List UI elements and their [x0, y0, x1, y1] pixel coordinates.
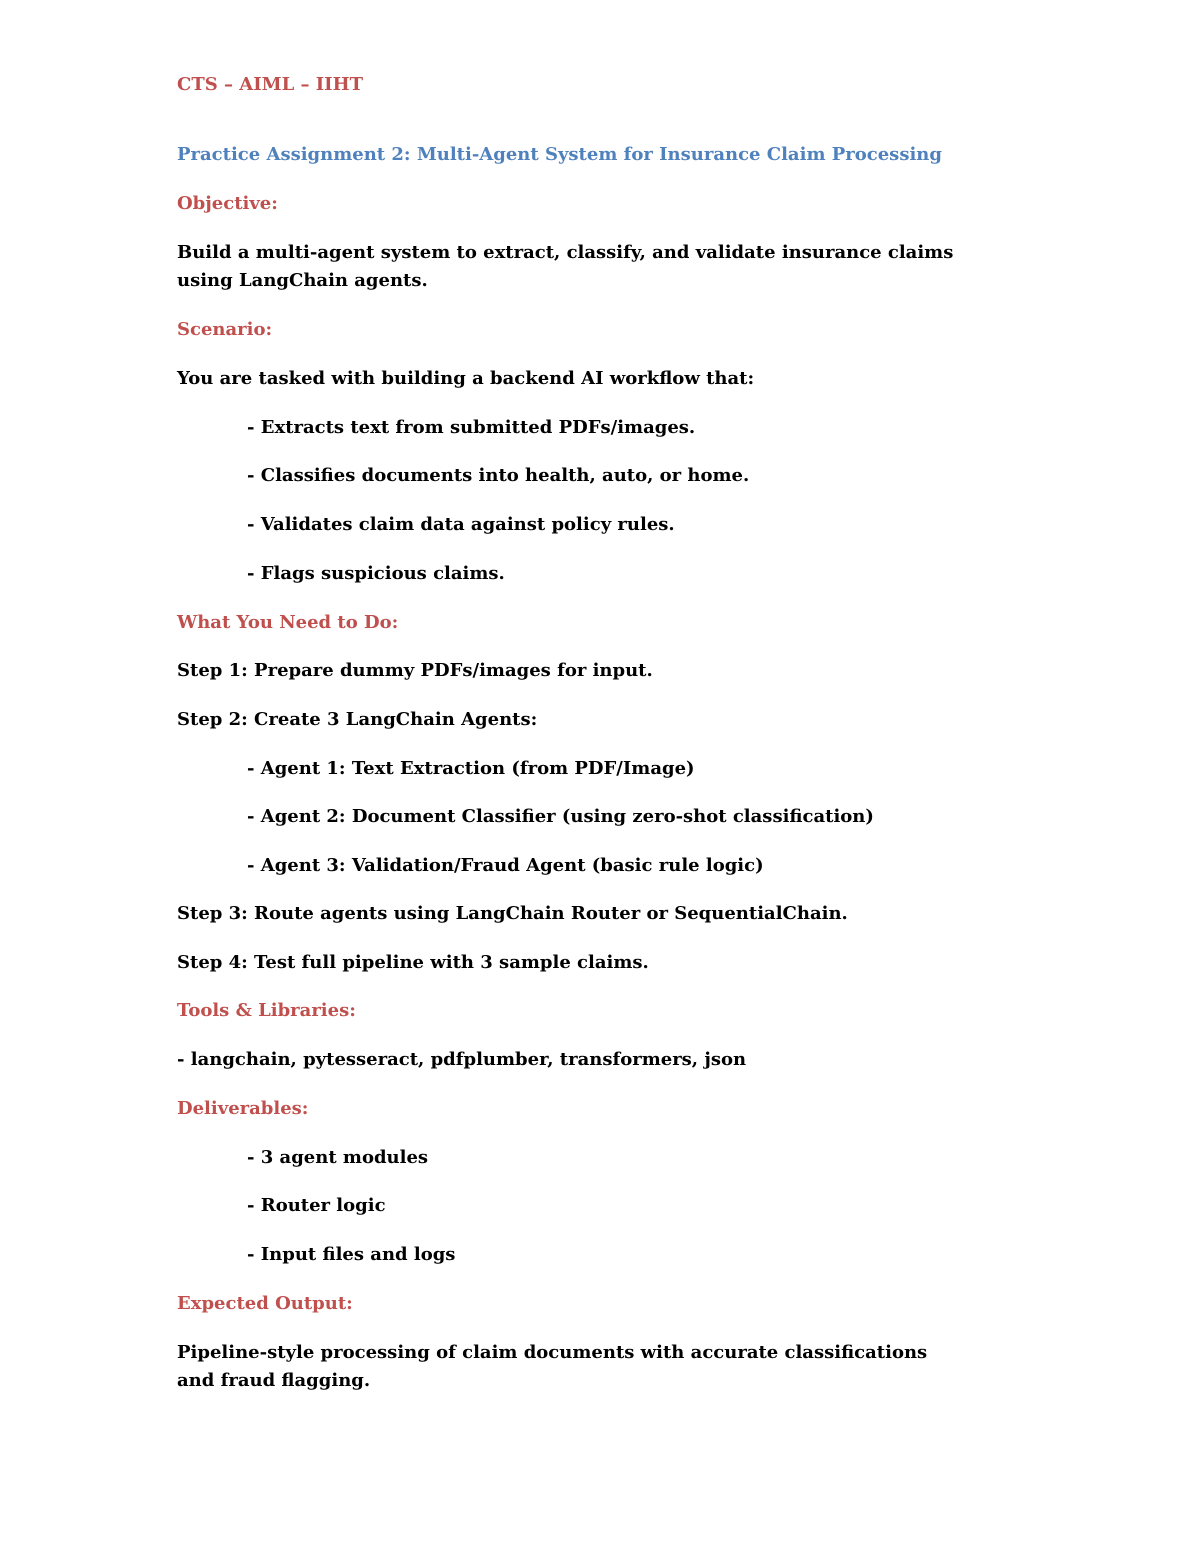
tools-text: - langchain, pytesseract, pdfplumber, transformers, json	[177, 1049, 747, 1070]
step-2: Step 2: Create 3 LangChain Agents:	[177, 709, 538, 730]
step-4: Step 4: Test full pipeline with 3 sample claims.	[177, 952, 649, 973]
tools-heading: Tools & Libraries:	[177, 1000, 356, 1021]
scenario-heading: Scenario:	[177, 319, 273, 340]
deliverable-item: - Input files and logs	[247, 1244, 456, 1265]
deliverables-heading: Deliverables:	[177, 1098, 309, 1119]
scenario-intro: You are tasked with building a backend AI workflow that:	[177, 368, 755, 389]
scenario-item: - Flags suspicious claims.	[247, 563, 505, 584]
deliverable-item: - Router logic	[247, 1195, 386, 1216]
course-header: CTS – AIML – IIHT	[177, 74, 363, 95]
objective-text: Build a multi-agent system to extract, classify, and validate insurance claims using LangChain agents.	[177, 242, 954, 291]
expected-output-text: Pipeline-style processing of claim documents with accurate classifications and fraud flagging.	[177, 1342, 928, 1391]
agent-item: - Agent 2: Document Classifier (using zero-shot classification)	[247, 806, 874, 827]
assignment-title: Practice Assignment 2: Multi-Agent System for Insurance Claim Processing	[177, 144, 942, 165]
step-3: Step 3: Route agents using LangChain Router or SequentialChain.	[177, 903, 848, 924]
objective-heading: Objective:	[177, 193, 278, 214]
todo-heading: What You Need to Do:	[177, 612, 399, 633]
scenario-item: - Extracts text from submitted PDFs/images.	[247, 417, 696, 438]
agent-item: - Agent 1: Text Extraction (from PDF/Image)	[247, 758, 695, 779]
scenario-item: - Classifies documents into health, auto, or home.	[247, 465, 750, 486]
step-1: Step 1: Prepare dummy PDFs/images for input.	[177, 660, 653, 681]
deliverable-item: - 3 agent modules	[247, 1147, 429, 1168]
agent-item: - Agent 3: Validation/Fraud Agent (basic rule logic)	[247, 855, 764, 876]
expected-output-heading: Expected Output:	[177, 1293, 353, 1314]
scenario-item: - Validates claim data against policy rules.	[247, 514, 675, 535]
